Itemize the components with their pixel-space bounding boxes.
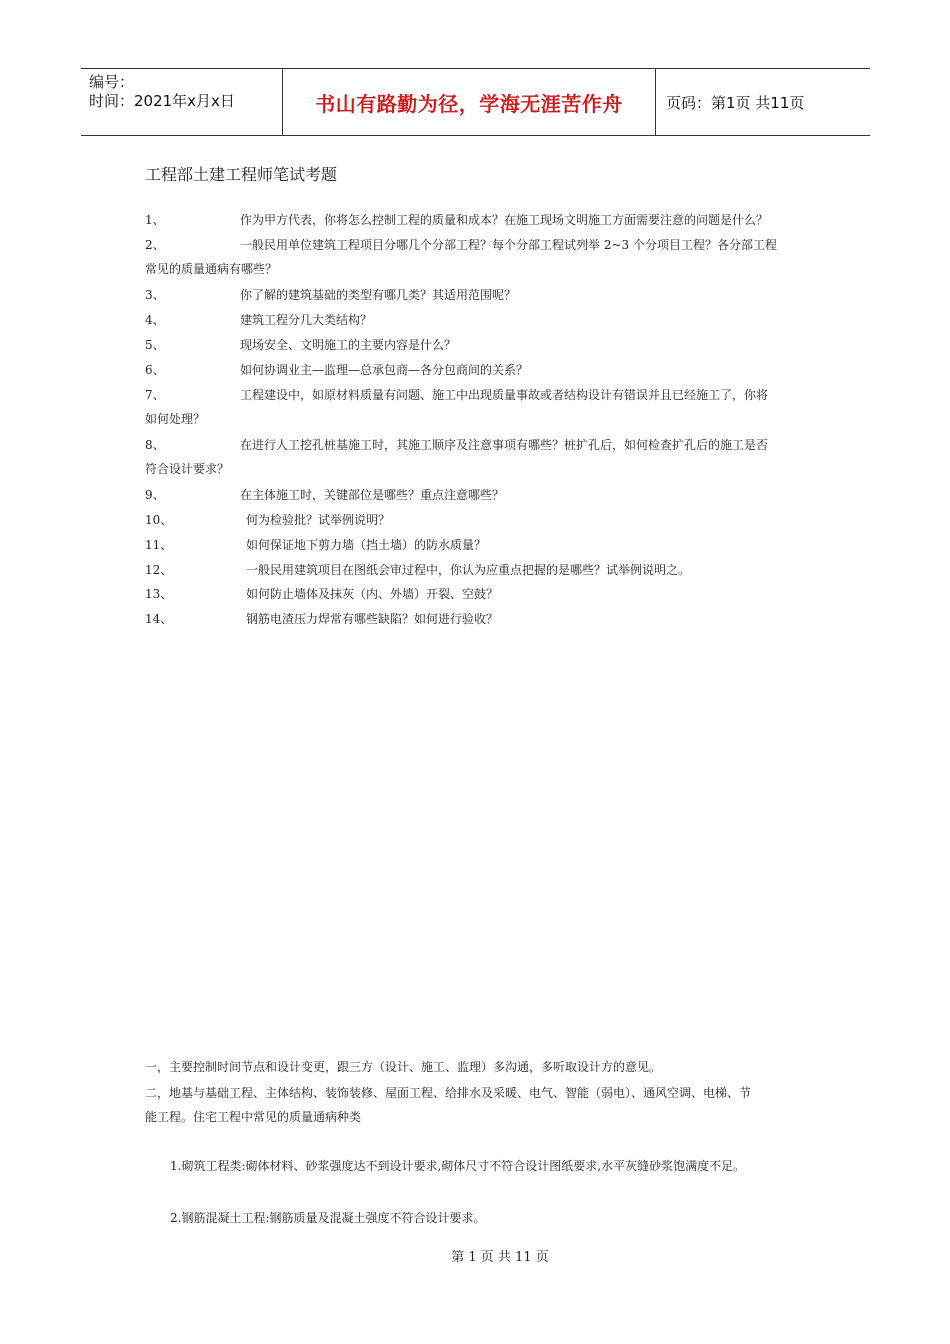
answer-detail-masonry: 1.砌筑工程类:砌体材料、砂浆强度达不到设计要求,砌体尺寸不符合设计图纸要求,水平灰缝砂浆饱满度不足。 [170, 1159, 746, 1173]
question-item [145, 483, 810, 507]
header-meta-cell [81, 69, 283, 135]
question-text: 一般民用单位建筑工程项目分哪几个分部工程？每个分部工程试列举 2~3 个分项目工程？各分部工程 [240, 238, 777, 252]
answer-detail-concrete: 2.钢筋混凝土工程:钢筋质量及混凝土强度不符合设计要求。 [170, 1211, 486, 1225]
question-number: 1、 [145, 213, 165, 227]
question-text: 作为甲方代表，你将怎么控制工程的质量和成本？在施工现场文明施工方面需要注意的问题是什么？ [240, 213, 769, 227]
question-text: 现场安全、文明施工的主要内容是什么？ [240, 338, 457, 352]
question-number: 12、 [145, 563, 173, 577]
question-text: 在进行人工挖孔桩基施工时，其施工顺序及注意事项有哪些？桩扩孔后，如何检查扩孔后的施工是否 [240, 438, 769, 452]
question-item [145, 308, 810, 332]
question-item [145, 558, 810, 582]
question-number: 8、 [145, 438, 165, 452]
question-number: 6、 [145, 363, 165, 377]
page-footer: 第 1 页 共 11 页 [451, 1250, 549, 1265]
answer-2-line-1: 二，地基与基础工程、主体结构、装饰装修、屋面工程、给排水及采暖、电气、智能（弱电）、通风空调、电梯、节 [145, 1086, 752, 1100]
question-text: 如何保证地下剪力墙（挡土墙）的防水质量？ [246, 538, 487, 552]
question-item [145, 383, 810, 431]
question-item [145, 433, 810, 481]
answer-2-line-2: 能工程。住宅工程中常见的质量通病种类 [145, 1110, 362, 1124]
question-number: 13、 [145, 587, 173, 601]
question-text: 在主体施工时，关键部位是哪些？重点注意哪些？ [240, 488, 505, 502]
question-text: 你了解的建筑基础的类型有哪几类？其适用范围呢？ [240, 288, 517, 302]
question-text-continued: 如何处理？ [145, 412, 206, 426]
question-number: 3、 [145, 288, 165, 302]
question-item [145, 508, 810, 532]
question-text: 钢筋电渣压力焊常有哪些缺陷？如何进行验收？ [246, 612, 499, 626]
serial-number-label: 编号： [89, 73, 135, 91]
question-number: 7、 [145, 388, 165, 402]
question-number: 9、 [145, 488, 165, 502]
question-item [145, 333, 810, 357]
document-title: 工程部土建工程师笔试考题 [145, 165, 338, 184]
question-item [145, 607, 810, 631]
question-number: 2、 [145, 238, 165, 252]
question-text: 如何防止墙体及抹灰（内、外墙）开裂、空鼓？ [246, 587, 499, 601]
date-label: 时间：2021年x月x日 [89, 92, 235, 110]
question-item [145, 283, 810, 307]
question-number: 4、 [145, 313, 165, 327]
question-text: 建筑工程分几大类结构？ [240, 313, 373, 327]
question-item [145, 533, 810, 557]
header-motto: 书山有路勤为径，学海无涯苦作舟 [283, 69, 656, 135]
question-number: 14、 [145, 612, 173, 626]
question-number: 11、 [145, 538, 173, 552]
question-text-continued: 常见的质量通病有哪些？ [145, 262, 278, 276]
question-text: 如何协调业主—监理—总承包商—各分包商间的关系？ [240, 363, 529, 377]
question-item [145, 233, 810, 281]
document-header [81, 68, 870, 136]
header-page-info: 页码：第1页 共11页 [666, 93, 805, 112]
question-item [145, 358, 810, 382]
question-text: 何为检验批？试举例说明？ [246, 513, 391, 527]
answer-1: 一，主要控制时间节点和设计变更，跟三方（设计、施工、监理）多沟通，多听取设计方的意见。 [145, 1060, 662, 1074]
question-text: 工程建设中，如原材料质量有问题、施工中出现质量事故或者结构设计有错误并且已经施工了，你将 [240, 388, 769, 402]
question-item [145, 208, 810, 232]
question-item [145, 582, 810, 606]
question-number: 5、 [145, 338, 165, 352]
question-text: 一般民用建筑项目在图纸会审过程中，你认为应重点把握的是哪些？试举例说明之。 [246, 563, 691, 577]
question-text-continued: 符合设计要求？ [145, 462, 230, 476]
question-number: 10、 [145, 513, 173, 527]
